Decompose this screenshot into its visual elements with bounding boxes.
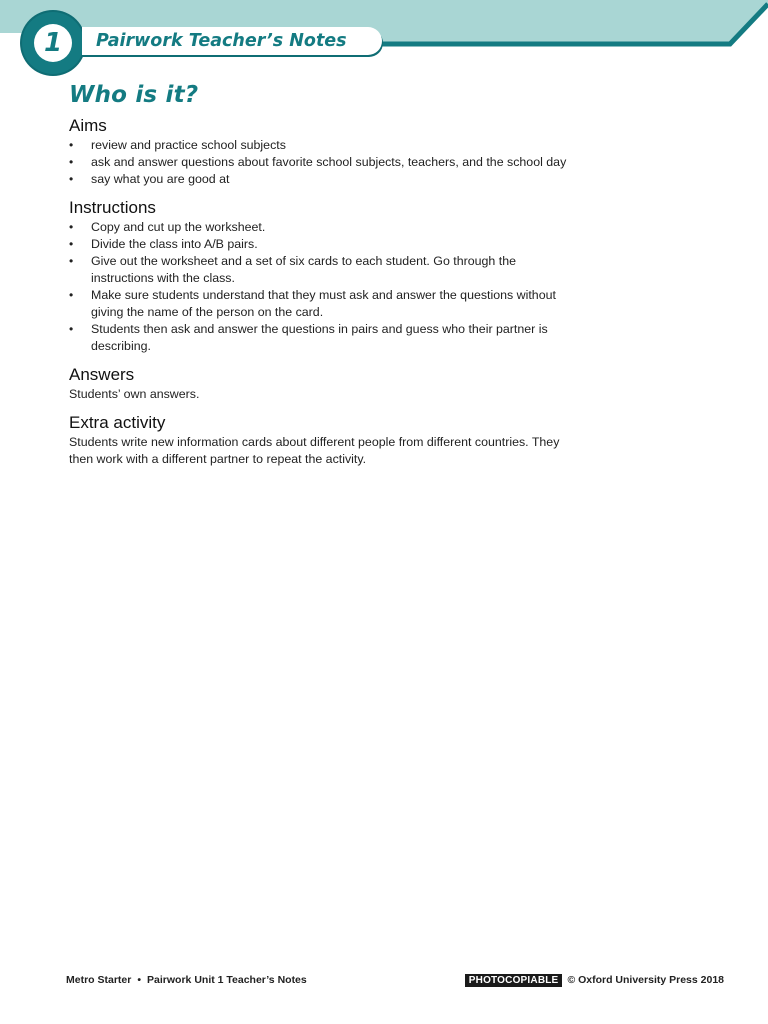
list-item: • Copy and cut up the worksheet. bbox=[69, 219, 569, 236]
list-item: • ask and answer questions about favorite school subjects, teachers, and the school day bbox=[69, 154, 569, 171]
footer-copyright: © Oxford University Press 2018 bbox=[567, 974, 724, 986]
instructions-section bbox=[69, 198, 569, 355]
page-footer bbox=[66, 972, 724, 988]
footer-right bbox=[465, 974, 724, 986]
aims-heading: Aims bbox=[69, 116, 107, 135]
header-title: Pairwork Teacher’s Notes bbox=[96, 31, 347, 51]
unit-number-badge bbox=[22, 12, 84, 74]
footer-course: Metro Starter bbox=[66, 974, 132, 986]
unit-number: 1 bbox=[34, 24, 72, 62]
list-item: • Give out the worksheet and a set of six cards to each student. Go through the instructions with the class. bbox=[69, 253, 569, 287]
list-item: • Students then ask and answer the questions in pairs and guess who their partner is describing. bbox=[69, 321, 569, 355]
extra-activity-section bbox=[69, 413, 569, 468]
footer-left bbox=[66, 974, 307, 986]
extra-activity-text: Students write new information cards about different people from different countries. They then work with a different partner to repeat the activity. bbox=[69, 435, 560, 466]
answers-heading: Answers bbox=[69, 365, 135, 384]
aims-list bbox=[69, 137, 569, 188]
list-item: • review and practice school subjects bbox=[69, 137, 569, 154]
instructions-list bbox=[69, 219, 569, 355]
photocopiable-badge: PHOTOCOPIABLE bbox=[465, 974, 563, 987]
page-title: Who is it? bbox=[69, 82, 199, 108]
aims-section bbox=[69, 116, 569, 188]
footer-unit-label: Pairwork Unit 1 Teacher’s Notes bbox=[147, 974, 307, 986]
main-content bbox=[69, 82, 569, 468]
list-item: • Divide the class into A/B pairs. bbox=[69, 236, 569, 253]
instructions-heading: Instructions bbox=[69, 198, 156, 217]
answers-text: Students’ own answers. bbox=[69, 387, 200, 401]
list-item: • say what you are good at bbox=[69, 171, 569, 188]
answers-section bbox=[69, 365, 569, 403]
extra-activity-heading: Extra activity bbox=[69, 413, 166, 432]
footer-separator: • bbox=[137, 974, 142, 986]
header-title-pill bbox=[82, 27, 382, 55]
list-item: • Make sure students understand that they must ask and answer the questions without giving the name of the person on the card. bbox=[69, 287, 569, 321]
